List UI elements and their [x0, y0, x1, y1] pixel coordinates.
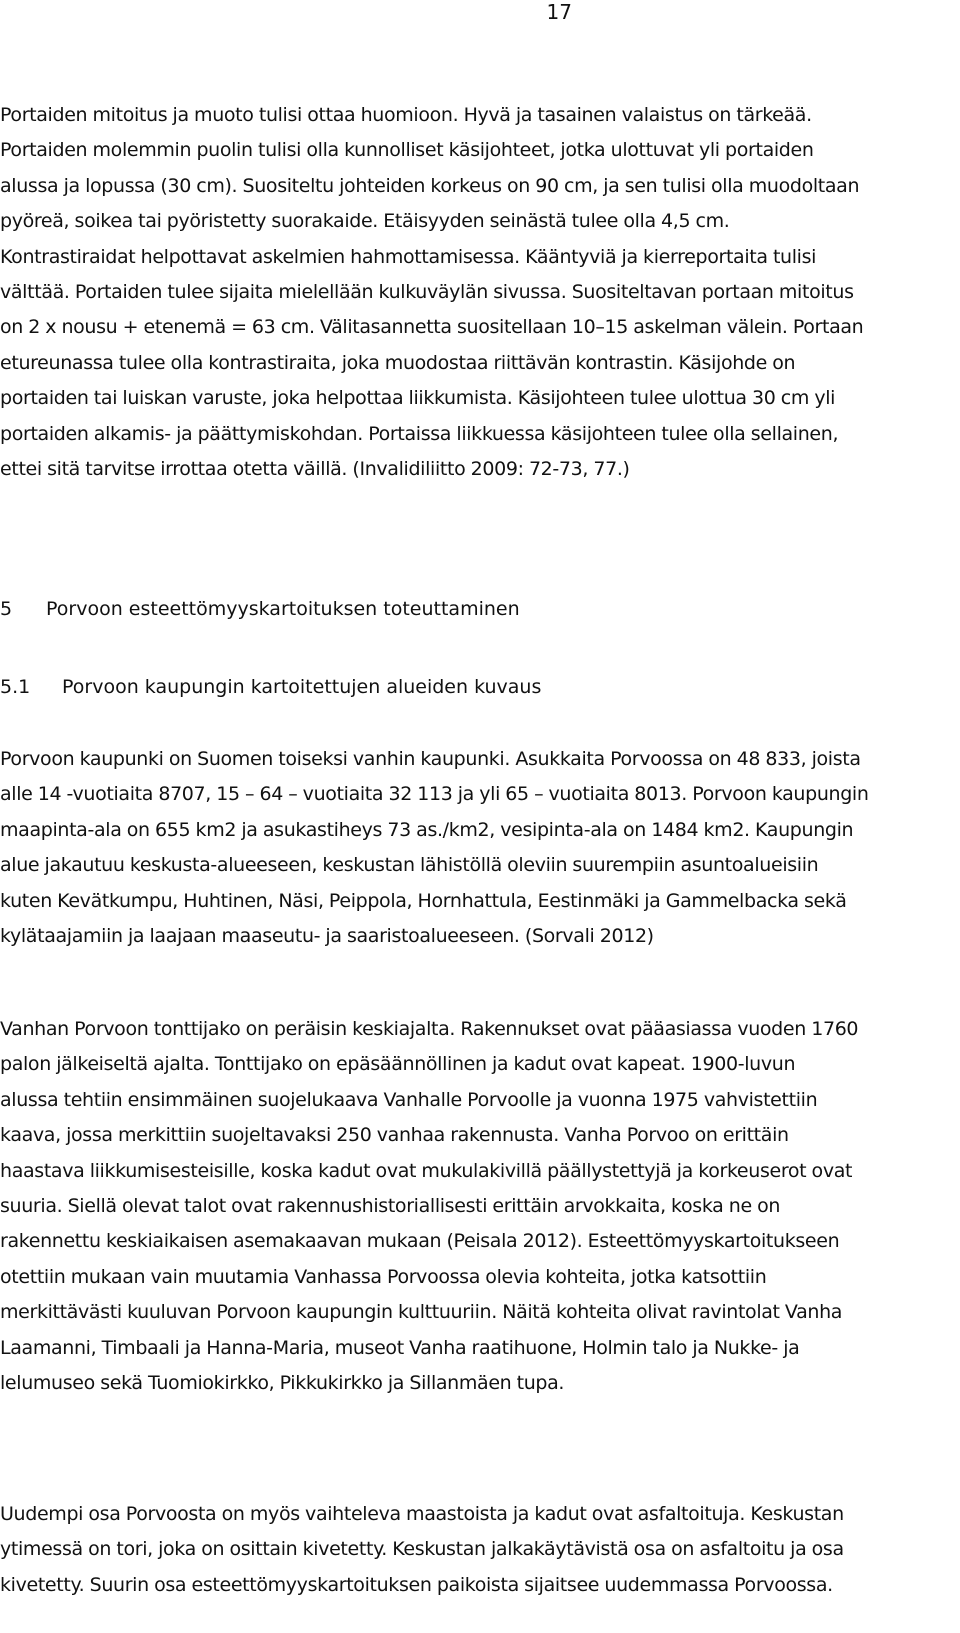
text-line: ytimessä on tori, joka on osittain kivetetty. Keskustan jalkakäytävistä osa on asfaltoitu ja osa [0, 1538, 844, 1561]
text-line: Portaiden molemmin puolin tulisi olla kunnolliset käsijohteet, jotka ulottuvat yli portaiden [0, 139, 814, 162]
text-line: pyöreä, soikea tai pyöristetty suorakaide. Etäisyyden seinästä tulee olla 4,5 cm. [0, 210, 730, 233]
text-line: Vanhan Porvoon tonttijako on peräisin keskiajalta. Rakennukset ovat pääasiassa vuoden 1760 [0, 1018, 859, 1040]
section-number: 5 [0, 598, 13, 620]
text-line: on 2 x nousu + etenemä = 63 cm. Välitasannetta suositellaan 10–15 askelman välein. Portaan [0, 316, 864, 339]
text-line: otettiin mukaan vain muutamia Vanhassa Porvoossa olevia kohteita, jotka katsottiin [0, 1265, 767, 1288]
text-line: kaava, jossa merkittiin suojeltavaksi 250 vanhaa rakennusta. Vanha Porvoo on erittäin [0, 1124, 789, 1147]
text-line: suuria. Siellä olevat talot ovat rakennushistoriallisesti erittäin arvokkaita, koska ne on [0, 1195, 781, 1218]
text-line: lelumuseo sekä Tuomiokirkko, Pikkukirkko ja Sillanmäen tupa. [0, 1372, 565, 1395]
text-line: kivetetty. Suurin osa esteettömyyskartoituksen paikoista sijaitsee uudemmassa Porvoossa. [0, 1573, 833, 1596]
paragraph-new-porvoo [0, 1497, 958, 1603]
subsection-heading [0, 675, 541, 699]
text-line: haastava liikkumisesteisille, koska kadut ovat mukulakivillä päällystettyjä ja korkeuserot ovat [0, 1159, 853, 1182]
text-line: alussa tehtiin ensimmäinen suojelukaava Vanhalle Porvoolle ja vuonna 1975 vahvistettiin [0, 1088, 818, 1111]
section-heading [0, 597, 520, 621]
text-line: ettei sitä tarvitse irrottaa otetta väillä. (Invalidiliitto 2009: 72-73, 77.) [0, 458, 630, 481]
text-line: alle 14 -vuotiaita 8707, 15 – 64 – vuotiaita 32 113 ja yli 65 – vuotiaita 8013. Porvoon kaupungin [0, 783, 869, 806]
text-line: Uudempi osa Porvoosta on myös vaihteleva maastoista ja kadut ovat asfaltoituja. Keskustan [0, 1503, 844, 1525]
paragraph-old-porvoo [0, 1012, 958, 1401]
subsection-number: 5.1 [0, 676, 31, 698]
subsection-title: Porvoon kaupungin kartoitettujen alueiden kuvaus [62, 676, 542, 698]
text-line: portaiden alkamis- ja päättymiskohdan. Portaissa liikkuessa käsijohteen tulee olla sellainen, [0, 422, 839, 445]
text-line: välttää. Portaiden tulee sijaita mielellään kulkuväylän sivussa. Suositeltavan portaan mitoitus [0, 281, 854, 304]
text-line: palon jälkeiseltä ajalta. Tonttijako on epäsäännöllinen ja kadut ovat kapeat. 1900-luvun [0, 1053, 796, 1076]
paragraph-stairs [0, 98, 958, 487]
section-title: Porvoon esteettömyyskartoituksen toteuttaminen [46, 598, 520, 620]
text-line: alussa ja lopussa (30 cm). Suositeltu johteiden korkeus on 90 cm, ja sen tulisi olla muodoltaan [0, 174, 860, 197]
text-line: merkittävästi kuuluvan Porvoon kaupungin kulttuuriin. Näitä kohteita olivat ravintolat Vanha [0, 1301, 843, 1324]
text-line: Laamanni, Timbaali ja Hanna-Maria, museot Vanha raatihuone, Holmin talo ja Nukke- ja [0, 1336, 800, 1359]
text-line: Porvoon kaupunki on Suomen toiseksi vanhin kaupunki. Asukkaita Porvoossa on 48 833, joista [0, 748, 861, 770]
page-number: 17 [546, 0, 572, 24]
text-line: maapinta-ala on 655 km2 ja asukastiheys 73 as./km2, vesipinta-ala on 1484 km2. Kaupungin [0, 818, 854, 841]
text-line: alue jakautuu keskusta-alueeseen, keskustan lähistöllä oleviin suurempiin asuntoalueisiin [0, 854, 819, 877]
text-line: rakennettu keskiaikaisen asemakaavan mukaan (Peisala 2012). Esteettömyyskartoitukseen [0, 1230, 840, 1253]
text-line: kuten Kevätkumpu, Huhtinen, Näsi, Peippola, Hornhattula, Eestinmäki ja Gammelbacka sekä [0, 889, 847, 912]
text-line: Portaiden mitoitus ja muoto tulisi ottaa huomioon. Hyvä ja tasainen valaistus on tärkeää. [0, 104, 812, 126]
paragraph-city-overview [0, 742, 958, 954]
text-line: Kontrastiraidat helpottavat askelmien hahmottamisessa. Kääntyviä ja kierreportaita tulisi [0, 245, 817, 268]
text-line: kylätaajamiin ja laajaan maaseutu- ja saaristoalueeseen. (Sorvali 2012) [0, 925, 654, 948]
text-line: portaiden tai luiskan varuste, joka helpottaa liikkumista. Käsijohteen tulee ulottua 30 cm yli [0, 387, 836, 410]
text-line: etureunassa tulee olla kontrastiraita, joka muodostaa riittävän kontrastin. Käsijohde on [0, 351, 796, 374]
